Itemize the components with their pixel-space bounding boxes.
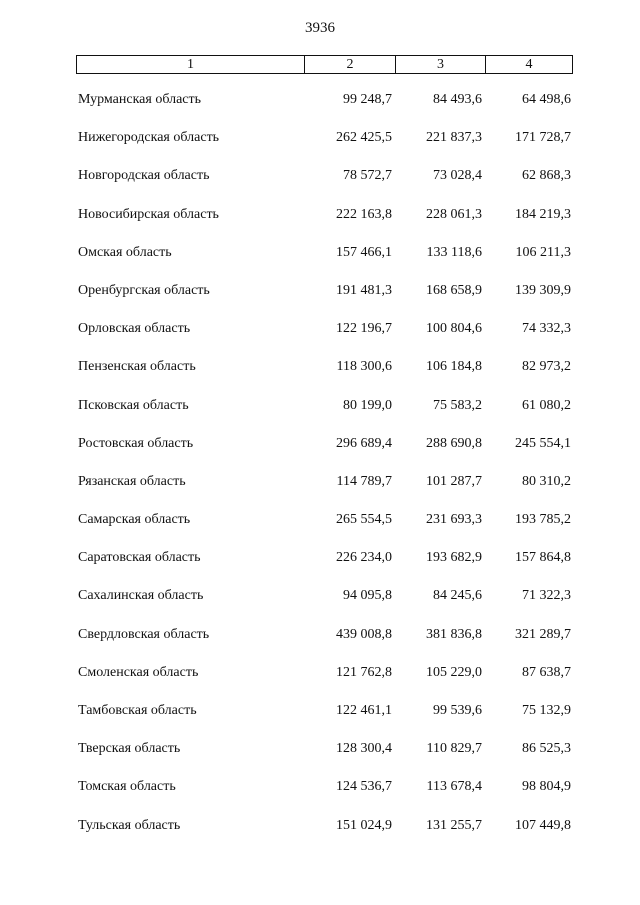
region-name: Тверская область [78,741,181,757]
value-col-2: 122 461,1 [336,703,392,718]
region-name: Мурманская область [78,92,202,107]
value-col-2: 114 789,7 [336,473,392,489]
value-col-4: 193 785,2 [515,512,571,528]
table-row [0,394,640,432]
table-row [0,241,640,279]
value-col-2: 94 095,8 [343,588,392,604]
value-col-4: 82 973,2 [522,359,571,375]
region-name: Томская область [78,779,176,795]
value-col-3: 106 184,8 [426,359,482,375]
value-col-2: 157 466,1 [336,244,392,260]
value-col-2: 262 425,5 [336,130,392,146]
value-col-3: 100 804,6 [426,321,482,337]
table-row [0,737,640,775]
table-row [0,508,640,546]
region-name: Нижегородская область [78,130,220,146]
value-col-3: 75 583,2 [433,397,482,413]
value-col-2: 191 481,3 [336,282,392,298]
value-col-4: 86 525,3 [522,741,571,757]
table-row [0,623,640,661]
value-col-4: 157 864,8 [515,550,571,566]
table-row [0,699,640,737]
value-col-4: 80 310,2 [522,473,571,489]
value-col-3: 221 837,3 [426,130,482,146]
table-row [0,814,640,852]
table-header [76,55,573,74]
value-col-2: 124 536,7 [336,779,392,795]
region-name: Свердловская область [78,626,210,642]
table-body [0,88,640,852]
value-col-2: 265 554,5 [336,512,392,528]
value-col-3: 73 028,4 [433,168,482,184]
region-name: Тульская область [78,817,181,833]
value-col-3: 381 836,8 [426,626,482,642]
region-name: Новгородская область [78,168,210,184]
value-col-2: 296 689,4 [336,435,392,451]
value-col-3: 110 829,7 [426,741,482,757]
value-col-2: 118 300,6 [336,359,392,375]
value-col-2: 222 163,8 [336,206,392,222]
value-col-4: 75 132,9 [522,703,571,718]
value-col-3: 133 118,6 [426,244,482,260]
table-row [0,279,640,317]
table-row [0,203,640,241]
value-col-4: 321 289,7 [515,626,571,642]
region-name: Омская область [78,244,172,260]
value-col-3: 105 229,0 [426,664,482,680]
value-col-2: 78 572,7 [343,168,392,184]
value-col-3: 228 061,3 [426,206,482,222]
value-col-4: 98 804,9 [522,779,571,795]
value-col-4: 171 728,7 [515,130,571,146]
region-name: Рязанская область [78,473,186,489]
table-row [0,164,640,202]
value-col-4: 87 638,7 [522,664,571,680]
value-col-4: 62 868,3 [522,168,571,184]
region-name: Оренбургская область [78,282,210,298]
region-name: Самарская область [78,512,191,528]
header-col-2: 2 [305,56,396,73]
value-col-2: 128 300,4 [336,741,392,757]
value-col-3: 193 682,9 [426,550,482,566]
table-row [0,775,640,813]
table-row [0,355,640,393]
value-col-4: 74 332,3 [522,321,571,337]
value-col-2: 151 024,9 [336,817,392,833]
value-col-3: 131 255,7 [426,817,482,833]
value-col-3: 99 539,6 [433,703,482,718]
page-number: 3936 [305,20,335,36]
region-name: Ростовская область [78,435,194,451]
region-name: Новосибирская область [78,206,219,222]
value-col-3: 84 245,6 [433,588,482,604]
value-col-3: 84 493,6 [433,92,482,107]
region-name: Смоленская область [78,664,199,680]
value-col-3: 168 658,9 [426,282,482,298]
table-row [0,432,640,470]
value-col-4: 106 211,3 [515,244,571,260]
table-row [0,317,640,355]
value-col-2: 439 008,8 [336,626,392,642]
header-col-1: 1 [77,56,305,73]
value-col-4: 139 309,9 [515,282,571,298]
region-name: Сахалинская область [78,588,204,604]
value-col-4: 61 080,2 [522,397,571,413]
value-col-3: 231 693,3 [426,512,482,528]
value-col-4: 107 449,8 [515,817,571,833]
table-row [0,584,640,622]
value-col-2: 121 762,8 [336,664,392,680]
table-row [0,470,640,508]
region-name: Саратовская область [78,550,201,566]
table-row [0,661,640,699]
region-name: Пензенская область [78,359,196,375]
value-col-2: 122 196,7 [336,321,392,337]
table-row [0,88,640,126]
value-col-4: 71 322,3 [522,588,571,604]
header-col-3: 3 [396,56,486,73]
value-col-4: 245 554,1 [515,435,571,451]
table-row [0,546,640,584]
value-col-4: 184 219,3 [515,206,571,222]
value-col-3: 101 287,7 [426,473,482,489]
header-col-4: 4 [525,57,533,72]
value-col-3: 113 678,4 [426,779,482,795]
region-name: Тамбовская область [78,703,197,718]
value-col-2: 80 199,0 [343,397,392,413]
region-name: Орловская область [78,321,191,337]
value-col-2: 99 248,7 [343,92,392,107]
value-col-2: 226 234,0 [336,550,392,566]
value-col-3: 288 690,8 [426,435,482,451]
value-col-4: 64 498,6 [522,92,571,107]
table-row [0,126,640,164]
region-name: Псковская область [78,397,189,413]
